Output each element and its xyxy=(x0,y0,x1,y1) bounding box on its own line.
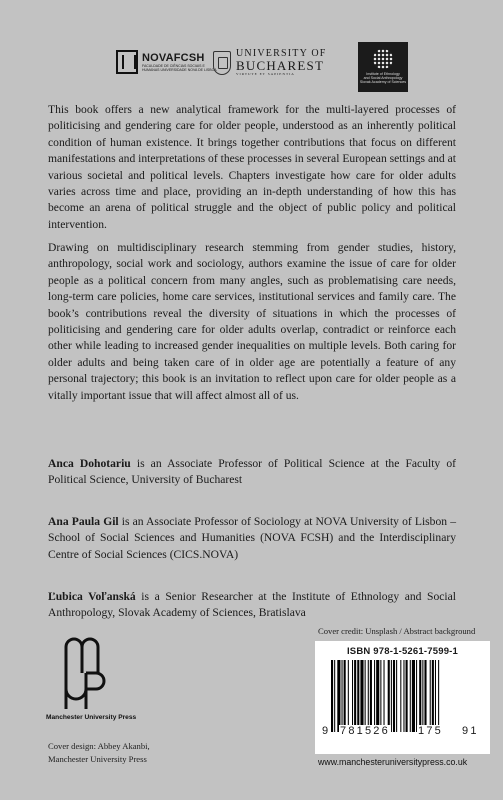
partner-logos xyxy=(0,42,503,92)
barcode-bar xyxy=(393,660,395,732)
barcode-bar xyxy=(370,660,372,732)
barcode-bar xyxy=(432,660,434,732)
barcode-bar xyxy=(344,660,346,732)
author-name: Ľubica Voľanská xyxy=(48,590,136,603)
blurb-paragraph-2: Drawing on multidisciplinary research stemming from gender studies, history, anthropology, social work and sociology, authors examine the issue of care for older people as a political concern from many angles, such as problematising care needs, long-term care policies, home care services, institutional services and family care. The book’s contributions reveal the diversity of situations in which the processes of politicising and gendering care for older adults overlap, contradict or reinforce each other while leading to increased gender inequalities on multiple levels. Both caring for older adults and being taken care of in older age are potentially a feature of any personal trajectory; this book is an invitation to reflect upon care for older people as a vitally important issue that will affect almost all of us. xyxy=(48,241,456,402)
barcode-digit-group3: 91 xyxy=(462,725,479,737)
cover-credit: Cover credit: Unsplash / Abstract background xyxy=(318,626,476,636)
barcode-bar xyxy=(334,660,335,732)
barcode-bar xyxy=(406,660,408,732)
nova-logo-name: NOVAFCSH xyxy=(142,52,205,64)
cover-design-credit xyxy=(48,740,150,766)
author-bio-text: is a Senior Researcher at the Institute of Ethnology and Social Anthropology, Slovak Academy of Sciences, Bratislava xyxy=(48,590,456,620)
barcode-bar xyxy=(388,660,390,732)
barcode-bar xyxy=(357,660,359,732)
nova-fcsh-logo xyxy=(116,50,222,74)
bucharest-logo-line2: BUCHAREST xyxy=(236,58,325,73)
author-bio-text: is an Associate Professor of Political Science at the Faculty of Political Science, University of Bucharest xyxy=(48,457,456,487)
isbn-label: ISBN 978-1-5261-7599-1 xyxy=(346,646,459,657)
bucharest-logo-line3: VIRTUTE ET SAPIENTIA xyxy=(236,72,295,76)
barcode-bar xyxy=(416,660,417,732)
author-bio-3 xyxy=(48,589,456,622)
barcode-bar xyxy=(374,660,375,732)
barcode-bar xyxy=(403,660,404,732)
barcode-bar xyxy=(376,660,379,732)
barcode-bar xyxy=(391,660,392,732)
barcode-bar xyxy=(365,660,366,732)
cover-design-line1: Cover design: Abbey Akanbi, xyxy=(48,741,150,751)
institute-ethnology-logo xyxy=(358,42,408,92)
barcode-digit-group1: 781526 xyxy=(340,725,390,737)
manchester-university-press-logo-icon xyxy=(60,633,110,711)
barcode-digit-group2: 175 xyxy=(418,725,443,737)
bucharest-logo-line1: UNIVERSITY OF xyxy=(236,48,327,59)
barcode-bar xyxy=(352,660,353,732)
blurb-paragraph-1: This book offers a new analytical framework for the multi-layered processes of politicising and gendering care for older people, understood as an inherently political condition of human existence. It brings together contributions that focus on different manifestations and interpretations of these processes in several European settings and at various societal and political levels. Chapters investigate how care for older adults varies across time and place, providing an in-depth understanding of how this has become an arena of political struggle and the object of public policy and political intervention. xyxy=(48,103,456,231)
barcode-bar xyxy=(348,660,349,732)
barcode-bar xyxy=(419,660,421,732)
barcode-bar xyxy=(400,660,401,732)
barcode-panel xyxy=(315,641,490,754)
bucharest-crest-icon xyxy=(213,51,231,75)
author-bio-text: is an Associate Professor of Sociology at NOVA University of Lisbon – School of Social Sciences and Humanities (NOVA FCSH) and the Interdisciplinary Centre of Social Sciences (CICS.NOVA) xyxy=(48,515,456,561)
barcode-digit-first: 9 xyxy=(322,725,329,737)
publisher-url: www.manchesteruniversitypress.co.uk xyxy=(318,757,468,767)
author-bio-1 xyxy=(48,456,456,489)
nova-logo-subtitle: FACULDADE DE CIÊNCIAS SOCIAIS E HUMANAS UNIVERSIDADE NOVA DE LISBOA xyxy=(142,64,217,72)
barcode-bar xyxy=(354,660,356,732)
cover-design-line2: Manchester University Press xyxy=(48,754,147,764)
barcode-bar xyxy=(422,660,423,732)
barcode-bar xyxy=(331,660,333,732)
barcode-bar xyxy=(342,660,343,732)
barcode-bar xyxy=(368,660,369,732)
author-bio-2 xyxy=(48,514,456,563)
author-name: Ana Paula Gil xyxy=(48,515,119,528)
barcode-bar xyxy=(435,660,436,732)
barcode-bar xyxy=(337,660,340,732)
nova-mark-icon xyxy=(116,50,138,74)
barcode-bar xyxy=(396,660,397,732)
ethnology-logo-line2: and Social Anthropology xyxy=(363,76,403,81)
barcode-bar xyxy=(360,660,363,732)
barcode-bar xyxy=(410,660,411,732)
barcode-bar xyxy=(384,660,385,732)
author-name: Anca Dohotariu xyxy=(48,457,131,470)
university-of-bucharest-logo xyxy=(213,48,327,77)
barcode-bar xyxy=(438,660,439,732)
ethnology-logo-line3: Slovak Academy of Sciences xyxy=(359,80,407,85)
publisher-name: Manchester University Press xyxy=(46,714,137,721)
barcode-bar xyxy=(412,660,415,732)
barcode-bar xyxy=(424,660,426,732)
barcode-graphic xyxy=(331,660,489,732)
ethnology-logo-line1: Institute of Ethnology xyxy=(366,72,400,76)
barcode-bar xyxy=(380,660,381,732)
barcode-bar xyxy=(430,660,431,732)
dot-globe-icon xyxy=(373,49,393,69)
